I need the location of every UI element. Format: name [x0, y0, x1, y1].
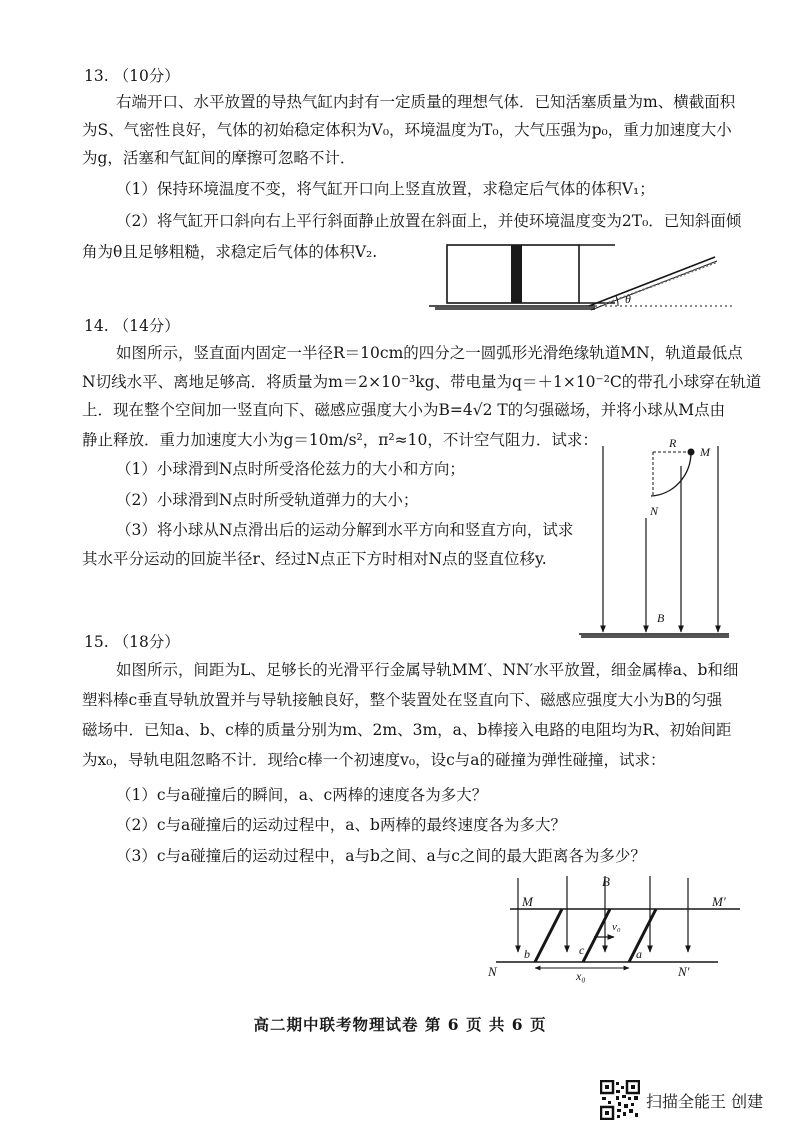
N-label: N	[488, 964, 497, 979]
q14-figure	[575, 430, 735, 645]
B-label: B	[657, 611, 665, 625]
b-label: b	[524, 947, 530, 961]
x0-label: x₀	[576, 969, 586, 983]
v0-label: v₀	[612, 921, 621, 933]
incline-surface	[589, 257, 715, 306]
q14-line-2: N切线水平、离地足够高．将质量为m＝2×10⁻³kg、带电量为q＝＋1×10⁻²C的带孔小球穿在轨道	[82, 373, 762, 391]
q13-line-1: 右端开口、水平放置的导热气缸内封有一定质量的理想气体．已知活塞质量为m、横截面积	[116, 93, 736, 111]
c-label: c	[579, 943, 585, 957]
q13-line-3: 为g，活塞和气缸间的摩擦可忽略不计．	[82, 149, 356, 167]
q13-figure	[425, 236, 745, 312]
rod-c	[583, 909, 610, 962]
q15-part-2: （2）c与a碰撞后的运动过程中，a、b两棒的最终速度各为多大？	[116, 816, 566, 834]
M-label: M	[700, 445, 710, 459]
q13-header: 13. （10分）	[84, 67, 180, 85]
q14-line-8: 其水平分运动的回旋半径r、经过N点正下方时相对N点的竖直位移y.	[82, 550, 547, 568]
M-label: M	[522, 894, 533, 909]
qr-code-icon	[600, 1080, 640, 1120]
q13-line-6: 角为θ且足够粗糙，求稳定后气体的体积V₂.	[82, 243, 378, 261]
q15-line-3: 磁场中．已知a、b、c棒的质量分别为m、2m、3m，a、b棒接入电路的电阻均为R、初始间距	[82, 721, 732, 739]
M-prime-label: M′	[712, 894, 726, 909]
a-label: a	[636, 947, 642, 961]
q15-figure	[480, 868, 750, 986]
arc-track	[651, 452, 691, 496]
scanner-watermark	[600, 1080, 764, 1120]
q14-line-1: 如图所示，竖直面内固定一半径R＝10cm的四分之一圆弧形光滑绝缘轨道MN，轨道最低点	[116, 344, 743, 362]
q15-line-2: 塑料棒c垂直导轨放置并与导轨接触良好，整个装置处在竖直向下、磁感应强度大小为B的匀强	[82, 691, 723, 709]
q14-part-3: （3）将小球从N点滑出后的运动分解到水平方向和竖直方向，试求	[116, 521, 574, 539]
q13-line-2: 为S、气密性良好，气体的初始稳定体积为V₀，环境温度为T₀，大气压强为p₀，重力加速度大小	[82, 121, 732, 139]
rod-b	[535, 909, 562, 962]
R-label: R	[669, 436, 677, 450]
q14-header: 14. （14分）	[84, 317, 180, 335]
q15-part-1: （1）c与a碰撞后的瞬间，a、c两棒的速度各为多大？	[116, 786, 488, 804]
page-footer: 高二期中联考物理试卷 第 6 页 共 6 页	[253, 1015, 547, 1034]
q15-header: 15. （18分）	[84, 633, 180, 651]
q15-line-4: 为x₀，导轨电阻忽略不计．现给c棒一个初速度v₀，设c与a的碰撞为弹性碰撞，试求：	[82, 751, 666, 769]
q13-part-1: （1）保持环境温度不变，将气缸开口向上竖直放置，求稳定后气体的体积V₁；	[116, 180, 655, 198]
N-prime-label: N′	[678, 964, 690, 979]
watermark-text: 扫描全能王 创建	[646, 1092, 764, 1111]
N-label: N	[650, 504, 659, 518]
ball	[688, 449, 695, 456]
theta-label: θ	[625, 292, 631, 306]
q14-line-4: 静止释放．重力加速度大小为g＝10m/s²，π²≈10，不计空气阻力．试求：	[82, 431, 598, 449]
q14-part-1: （1）小球滑到N点时所受洛伦兹力的大小和方向；	[116, 460, 465, 478]
q13-part-2: （2）将气缸开口斜向右上平行斜面静止放置在斜面上，并使环境温度变为2T₀．已知斜面倾	[116, 212, 742, 230]
piston	[511, 245, 522, 303]
rod-a	[629, 909, 656, 962]
q15-part-3: （3）c与a碰撞后的运动过程中，a与b之间、a与c之间的最大距离各为多少？	[116, 847, 646, 865]
q14-part-2: （2）小球滑到N点时所受轨道弹力的大小；	[116, 491, 419, 509]
B-label: B	[602, 874, 610, 889]
q15-line-1: 如图所示，间距为L、足够长的光滑平行金属导轨MM′、NN′水平放置，细金属棒a、b和细	[116, 661, 739, 679]
q14-line-3: 上．现在整个空间加一竖直向下、磁感应强度大小为B=4√2 T的匀强磁场，并将小球从M点由	[82, 401, 726, 419]
